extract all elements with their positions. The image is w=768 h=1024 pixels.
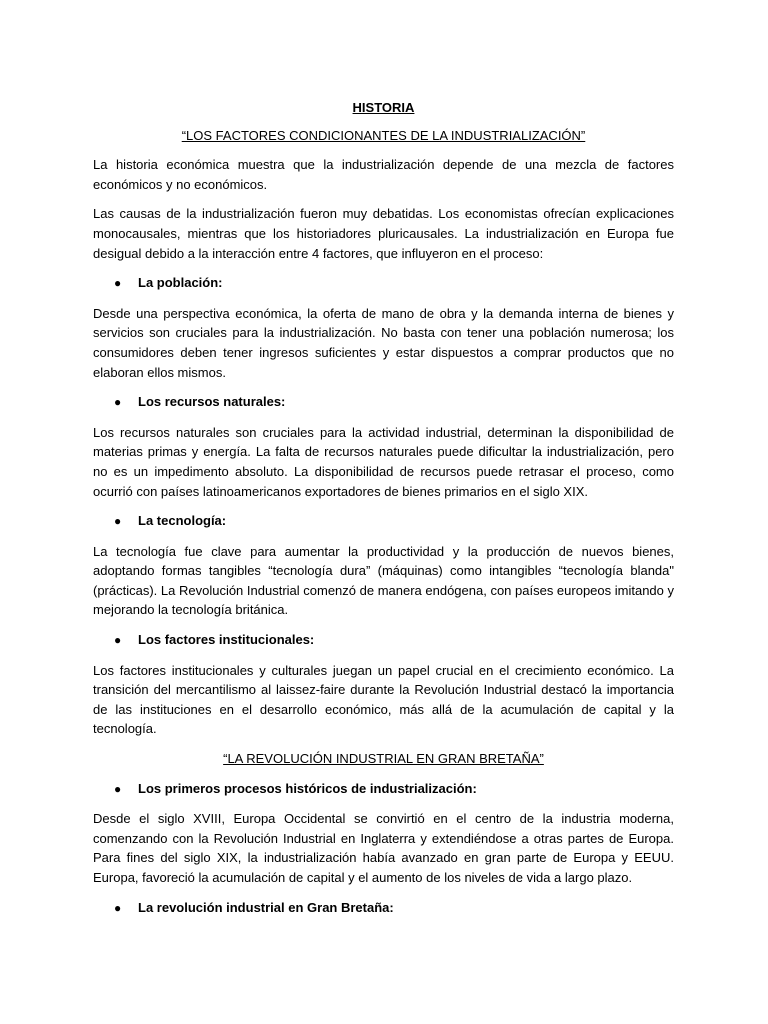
bullet-heading-text: La tecnología: — [138, 513, 227, 529]
bullet-heading-gran-bretana — [93, 898, 674, 919]
bullet-heading-text: Los primeros procesos históricos de industrialización: — [138, 780, 477, 796]
intro-paragraph: La historia económica muestra que la industrialización depende de una mezcla de factores económicos y no económicos. — [93, 157, 674, 192]
paragraph-tecnologia: La tecnología fue clave para aumentar la productividad y la producción de nuevos bienes, adoptando formas tangibles “tecnología dura” (máquinas) como intangibles “tecnología blanda" (prácticas). La Revolución Industrial comenzó de manera endógena, con países europeos imitando y mejorando la tecnología británica. — [93, 543, 675, 618]
bullet-heading-poblacion — [93, 273, 674, 294]
intro-paragraph: Las causas de la industrialización fueron muy debatidas. Los economistas ofrecían explicaciones monocausales, mientras que los historiadores pluricausales. La industrialización en Europa fue desigual debido a la interacción entre 4 factores, que influyeron en el proceso: — [93, 206, 674, 261]
bullet-icon: ● — [114, 633, 122, 648]
bullet-heading-text: Los recursos naturales: — [138, 394, 286, 410]
bullet-icon: ● — [114, 900, 122, 915]
bullet-icon: ● — [114, 514, 122, 529]
paragraph-poblacion: Desde una perspectiva económica, la oferta de mano de obra y la demanda interna de bienes y servicios son cruciales para la industrialización. No basta con tener una población numerosa; los consumidores deben tener ingresos suficientes y estar dispuestos a comprar productos que no elaboran ellos mismos. — [93, 305, 674, 380]
bullet-heading-primeros-procesos — [93, 779, 674, 800]
paragraph-institucionales: Los factores institucionales y culturales juegan un papel crucial en el crecimiento económico. La transición del mercantilismo al laissez-faire durante la Revolución Industrial destacó la importancia de las instituciones en el desarrollo económico, más allá de la acumulación de capital y la tecnología. — [93, 662, 674, 737]
bullet-heading-text: La revolución industrial en Gran Bretaña: — [138, 899, 394, 915]
bullet-icon: ● — [114, 395, 122, 410]
document-title: HISTORIA — [352, 100, 415, 115]
section-title-factores: “LOS FACTORES CONDICIONANTES DE LA INDUSTRIALIZACIÓN” — [181, 127, 586, 143]
bullet-heading-text: La población: — [138, 275, 223, 291]
bullet-heading-text: Los factores institucionales: — [138, 632, 315, 648]
bullet-icon: ● — [114, 276, 122, 291]
bullet-heading-recursos — [93, 392, 674, 413]
bullet-heading-institucionales — [93, 630, 674, 651]
bullet-heading-tecnologia — [93, 511, 674, 532]
section-title-revolucion: “LA REVOLUCIÓN INDUSTRIAL EN GRAN BRETAÑA” — [223, 751, 544, 767]
paragraph-recursos: Los recursos naturales son cruciales para la actividad industrial, determinan la disponibilidad de materias primas y energía. La falta de recursos naturales puede dificultar la industrialización, pero no es un impedimento absoluto. La disponibilidad de recursos puede retrasar el proceso, como ocurrió con países latinoamericanos exportadores de bienes primarios en el siglo XIX. — [93, 424, 674, 499]
bullet-icon: ● — [114, 781, 122, 796]
paragraph-primeros-procesos: Desde el siglo XVIII, Europa Occidental se convirtió en el centro de la industria moderna, comenzando con la Revolución Industrial en Inglaterra y extendiéndose a otras partes de Europa. Para fines del siglo XIX, la industrialización había avanzado en gran parte de Europa y EEUU. Europa, favoreció la acumulación de capital y el aumento de los niveles de vida a largo plazo. — [93, 811, 674, 885]
